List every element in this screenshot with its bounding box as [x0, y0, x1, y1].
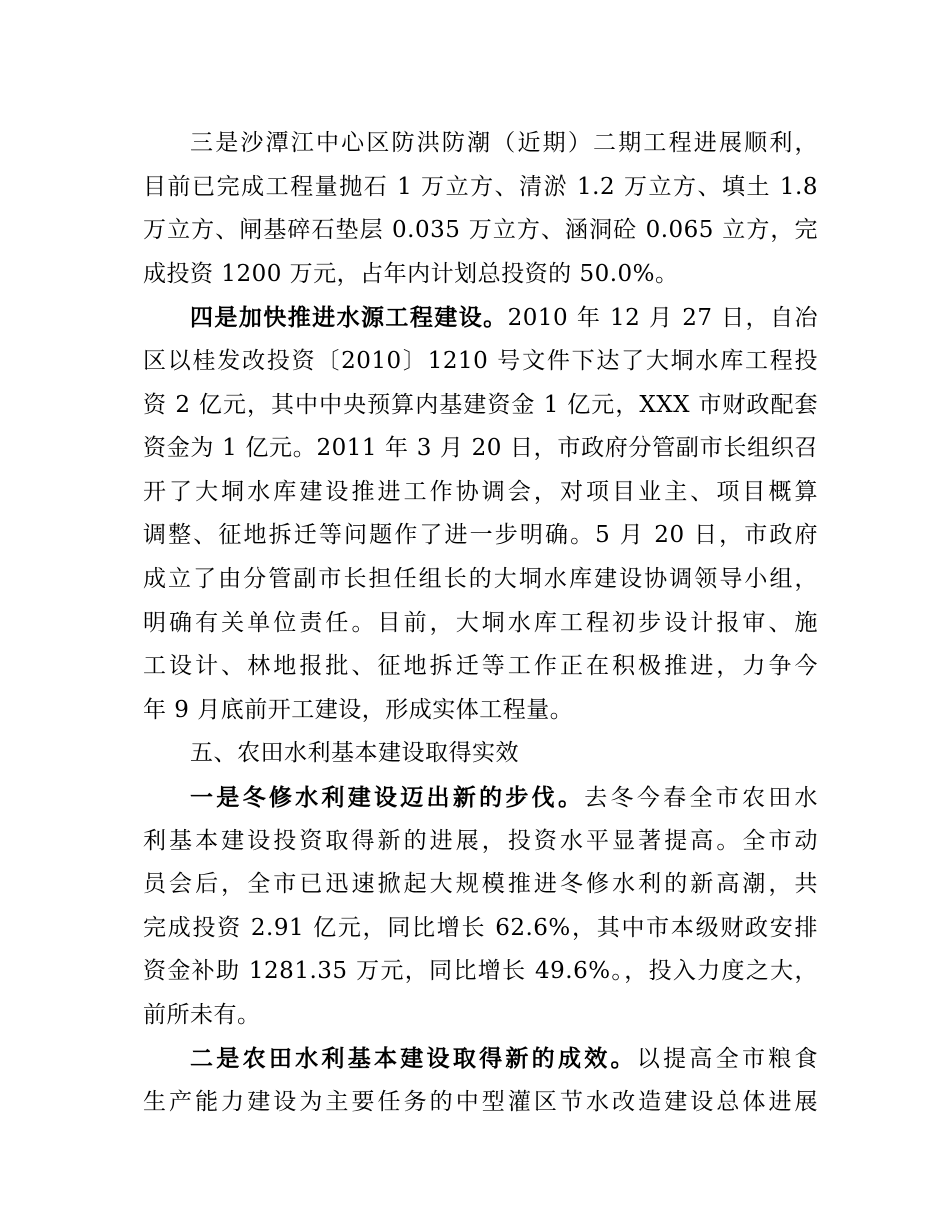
- text-line: 资金为 1 亿元。2011 年 3 月 20 日，市政府分管副市长组织召: [143, 435, 818, 462]
- text-line: 员会后，全市已迅速掀起大规模推进冬修水利的新高潮，共: [143, 871, 818, 898]
- text-line: 成立了由分管副市长担任组长的大垌水库建设协调领导小组，: [143, 565, 818, 592]
- text-line: 开了大垌水库建设推进工作协调会，对项目业主、项目概算: [143, 478, 818, 505]
- paragraph: [143, 122, 818, 296]
- document-body: [143, 122, 818, 1125]
- text-line: 工设计、林地报批、征地拆迁等工作正在积极推进，力争今: [143, 653, 818, 680]
- paragraph: [143, 776, 818, 1038]
- text-line: 二是农田水利基本建设取得新的成效。以提高全市粮食: [190, 1045, 819, 1073]
- text-line: 万立方、闸基碎石垫层 0.035 万立方、涵洞砼 0.065 立方，完: [143, 217, 818, 244]
- text-line: 调整、征地拆迁等问题作了进一步明确。5 月 20 日，市政府: [143, 522, 818, 549]
- bold-lead-phrase: 四是加快推进水源工程建设。: [190, 304, 508, 332]
- text-line: 资 2 亿元，其中中央预算内基建资金 1 亿元，XXX 市财政配套: [143, 391, 818, 418]
- text-line: 前所未有。: [143, 1001, 261, 1028]
- text-line: 区以桂发改投资〔2010〕1210 号文件下达了大垌水库工程投: [143, 347, 818, 374]
- text-line: 资金补助 1281.35 万元，同比增长 49.6%。，投入力度之大，: [143, 958, 818, 985]
- text-line: 一是冬修水利建设迈出新的步伐。去冬今春全市农田水: [190, 783, 819, 811]
- text-line: 明确有关单位责任。目前，大垌水库工程初步设计报审、施: [143, 609, 818, 636]
- paragraph: [143, 1037, 818, 1124]
- section-heading: [143, 732, 818, 776]
- text-line: 五、农田水利基本建设取得实效: [190, 740, 519, 767]
- bold-lead-phrase: 一是冬修水利建设迈出新的步伐。: [190, 783, 585, 811]
- text-line: 完成投资 2.91 亿元，同比增长 62.6%，其中市本级财政安排: [143, 914, 818, 941]
- text-line: 四是加快推进水源工程建设。2010 年 12 月 27 日，自冶: [190, 304, 819, 332]
- bold-lead-phrase: 二是农田水利基本建设取得新的成效。: [190, 1045, 637, 1073]
- text-line: 三是沙潭江中心区防洪防潮（近期）二期工程进展顺利，: [190, 130, 818, 156]
- paragraph: [143, 296, 818, 732]
- text-line: 年 9 月底前开工建设，形成实体工程量。: [143, 696, 574, 723]
- text-line: 生产能力建设为主要任务的中型灌区节水改造建设总体进展: [143, 1089, 818, 1116]
- text-line: 利基本建设投资取得新的进展，投资水平显著提高。全市动: [143, 827, 818, 854]
- text-line: 成投资 1200 万元，占年内计划总投资的 50.0%。: [143, 260, 679, 287]
- text-line: 目前已完成工程量抛石 1 万立方、清淤 1.2 万立方、填土 1.8: [143, 173, 818, 200]
